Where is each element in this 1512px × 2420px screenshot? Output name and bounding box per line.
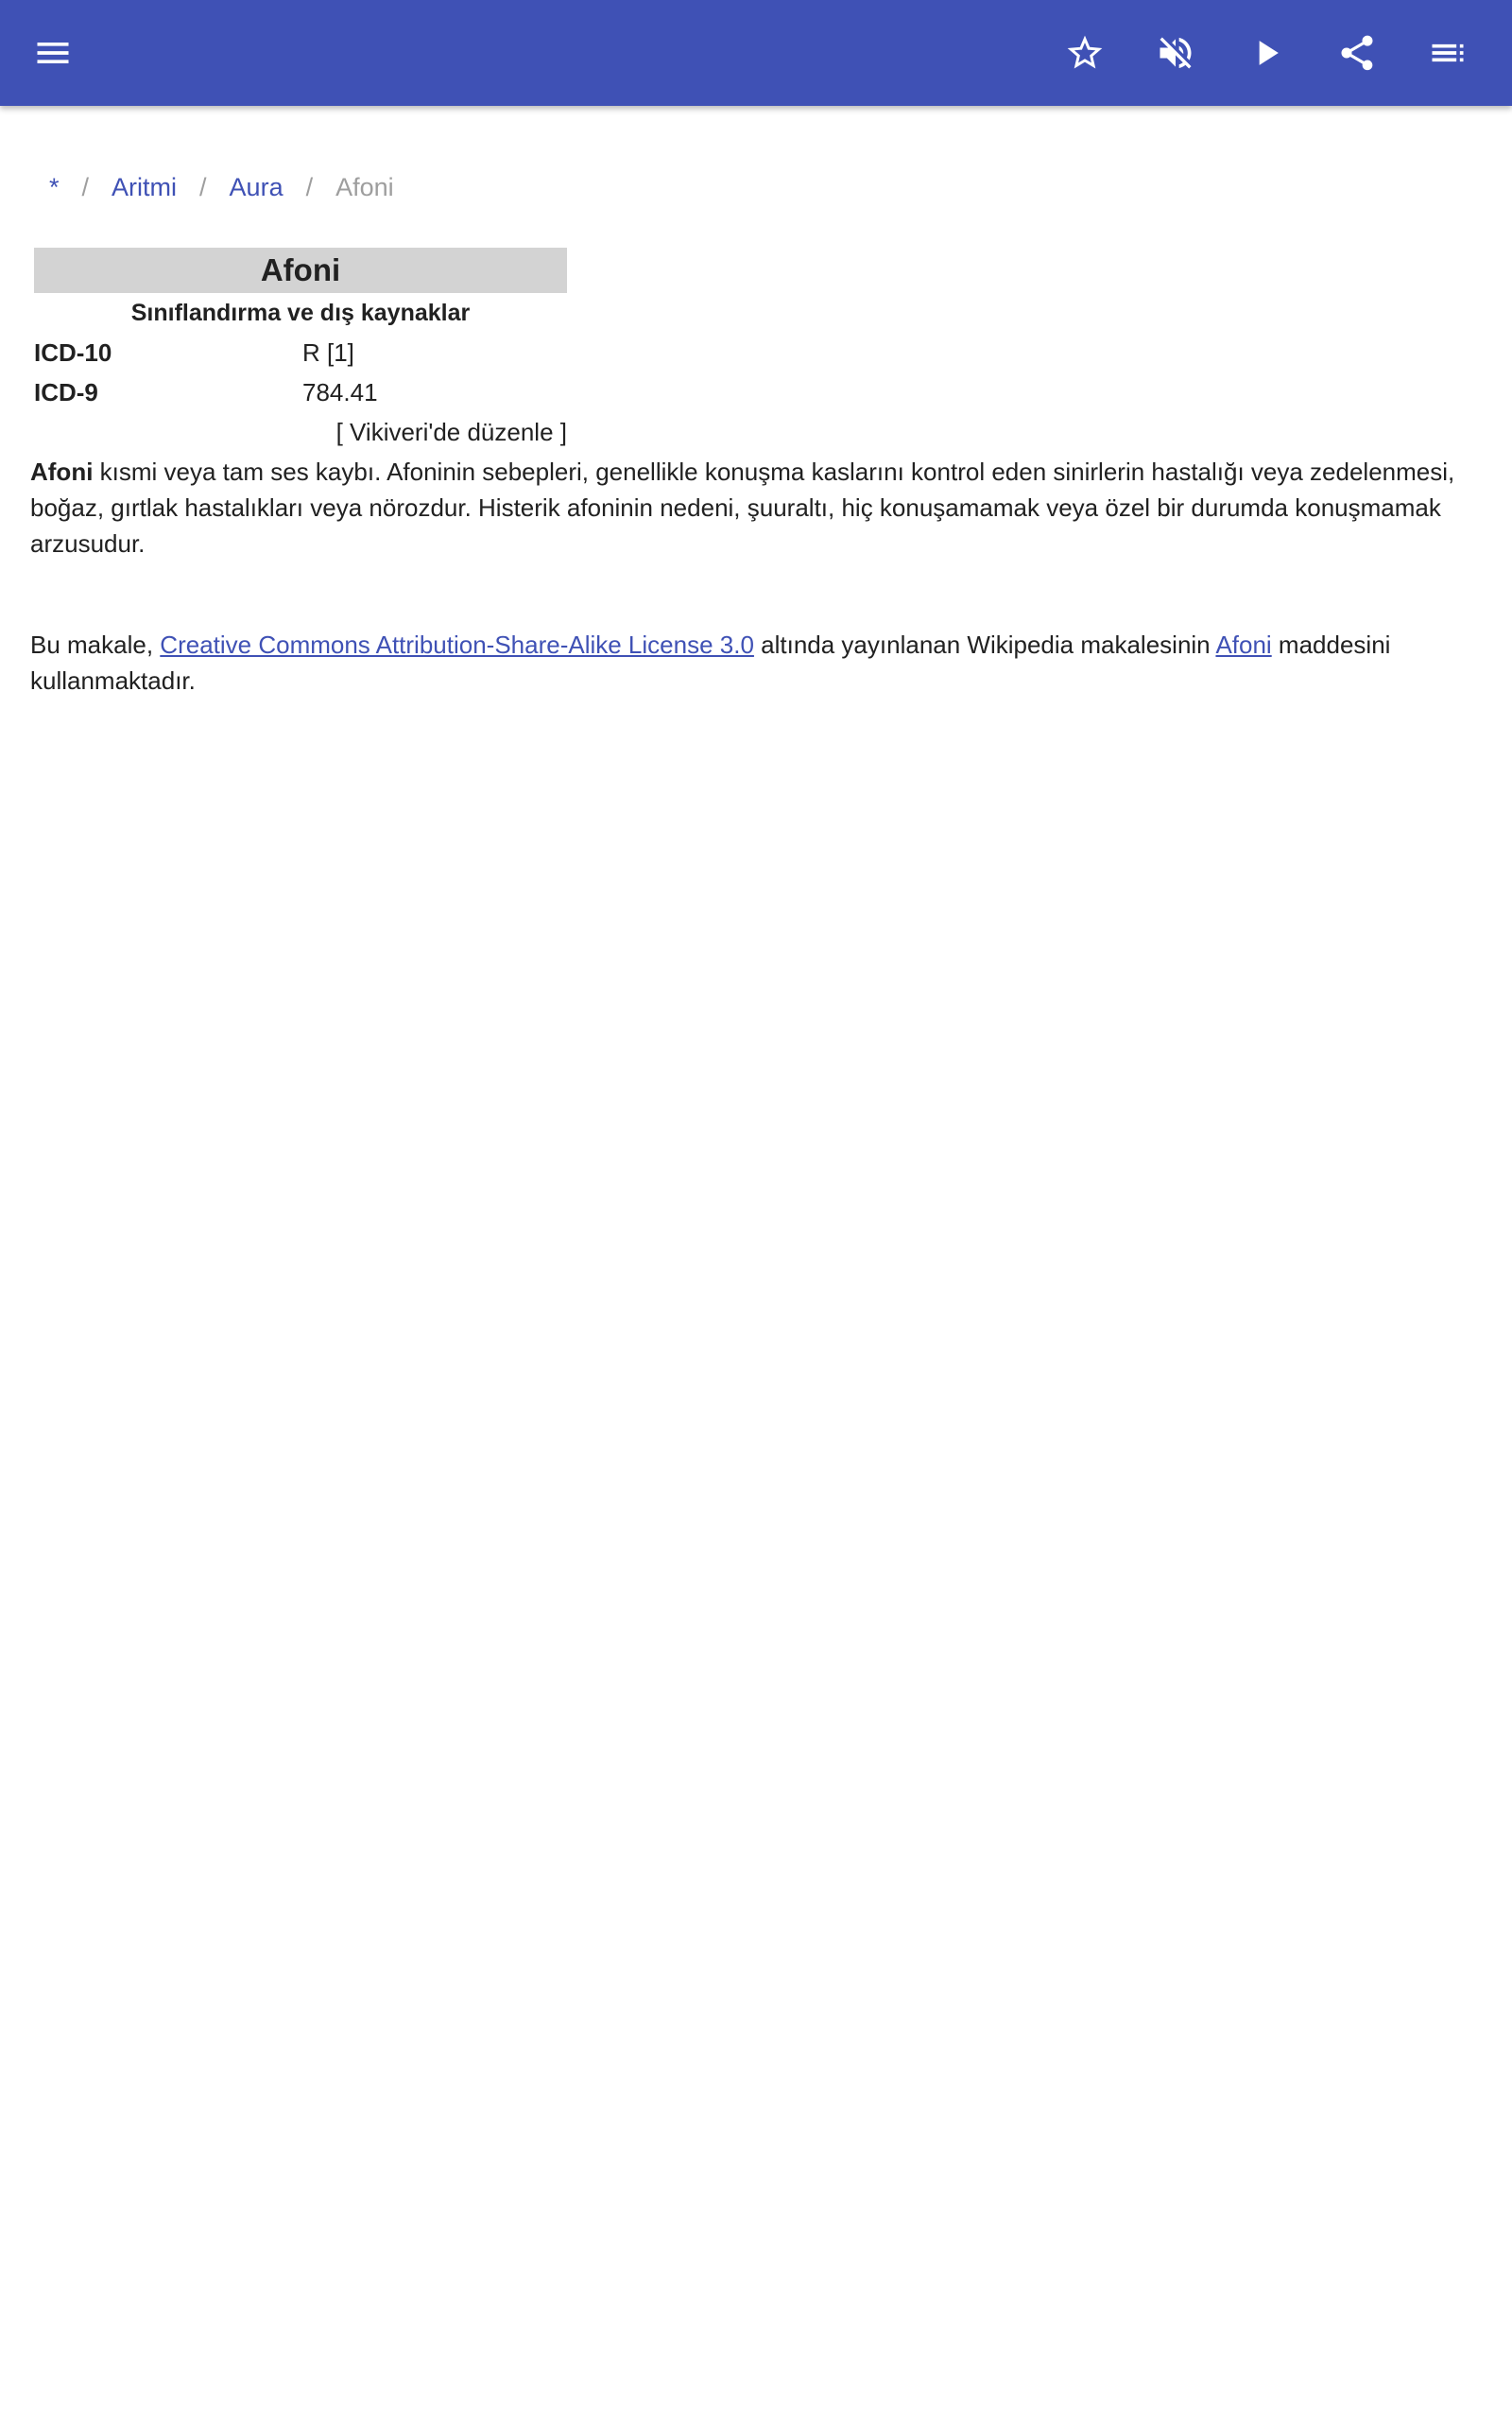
- license-notice: [30, 627, 1482, 699]
- breadcrumb-separator: /: [305, 172, 314, 201]
- infobox: [34, 248, 567, 452]
- toc-list-icon[interactable]: [1418, 23, 1478, 83]
- breadcrumb: [49, 166, 394, 208]
- article-term: Afoni: [30, 458, 94, 486]
- infobox-row: [34, 333, 567, 372]
- breadcrumb-separator: /: [81, 172, 90, 201]
- license-suffix: maddesini kullanmaktadır.: [30, 631, 1391, 695]
- article-paragraph: [30, 454, 1482, 562]
- license-link[interactable]: Creative Commons Attribution-Share-Alike License 3.0: [160, 631, 754, 659]
- infobox-subtitle: Sınıflandırma ve dış kaynaklar: [130, 299, 471, 326]
- toolbar-actions: [1055, 23, 1478, 83]
- hamburger-menu-icon[interactable]: [23, 23, 83, 83]
- license-prefix: Bu makale,: [30, 631, 161, 659]
- infobox-row-key[interactable]: ICD-9: [34, 377, 98, 406]
- play-icon[interactable]: [1236, 23, 1297, 83]
- volume-off-icon[interactable]: [1145, 23, 1206, 83]
- license-middle: altında yayınlanan Wikipedia makalesinin: [753, 631, 1216, 659]
- breadcrumb-item-aritmi[interactable]: Aritmi: [112, 172, 178, 201]
- app-bar: [0, 0, 1512, 106]
- article-text: kısmi veya tam ses kaybı. Afoninin sebepleri, genellikle konuşma kaslarını kontrol eden sinirlerin hastalığı veya zedelenmesi, boğaz, gırtlak hastalıkları veya nörozdur. Histerik afoninin nedeni, şuuraltı, hiç konuşamamak veya özel bir durumda konuşmamak arzusudur.: [30, 458, 1455, 558]
- infobox-row-key[interactable]: ICD-10: [34, 337, 112, 367]
- wikidata-edit-link[interactable]: [ Vikiveri'de düzenle ]: [335, 417, 567, 446]
- infobox-row: [34, 372, 567, 412]
- breadcrumb-item-root[interactable]: *: [49, 172, 60, 201]
- share-icon[interactable]: [1327, 23, 1387, 83]
- star-outline-icon[interactable]: [1055, 23, 1115, 83]
- infobox-row-value: 784.41: [302, 377, 378, 406]
- infobox-row-value: R [1]: [302, 337, 354, 367]
- breadcrumb-current: Afoni: [335, 172, 394, 201]
- infobox-title: Afoni: [34, 248, 567, 293]
- breadcrumb-separator: /: [199, 172, 207, 201]
- source-article-link[interactable]: Afoni: [1215, 631, 1272, 659]
- breadcrumb-item-aura[interactable]: Aura: [229, 172, 284, 201]
